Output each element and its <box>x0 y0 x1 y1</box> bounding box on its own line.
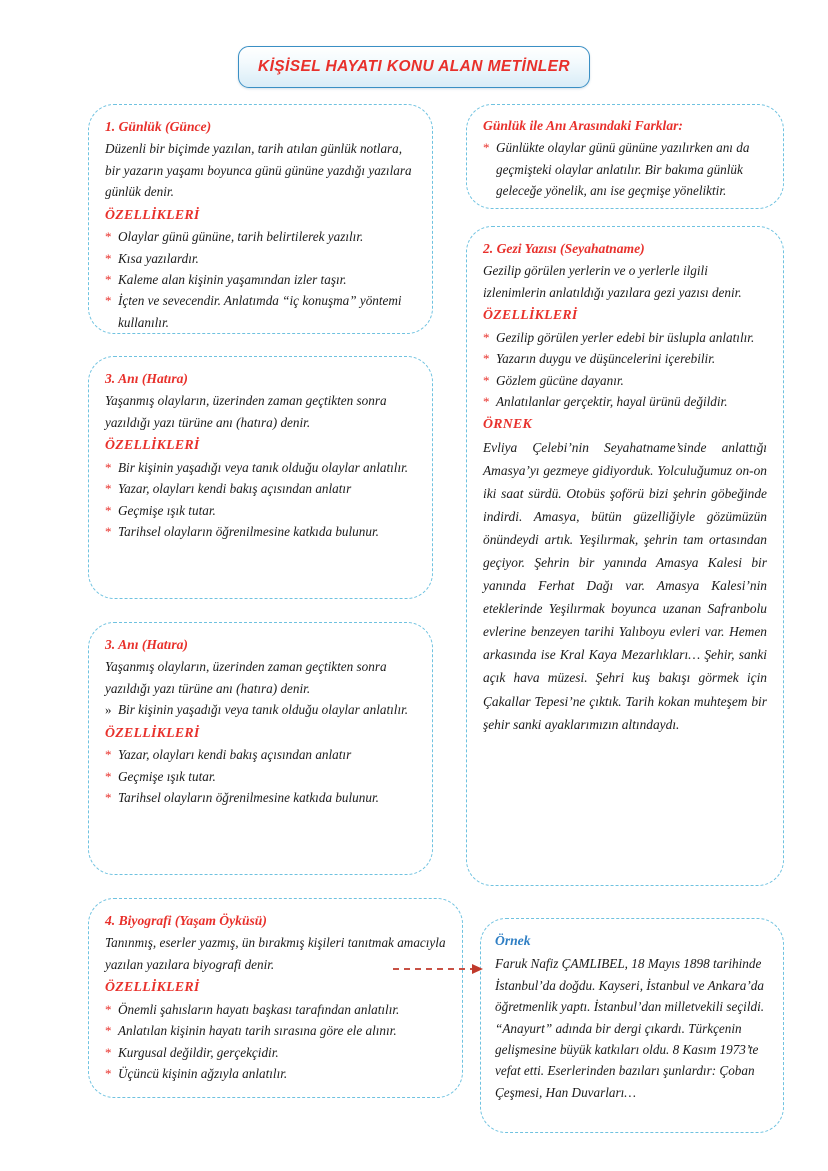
card-gunluk <box>88 104 433 334</box>
bullet-icon: * <box>483 393 490 409</box>
card-farklar-heading: Günlük ile Anı Arasındaki Farklar: <box>483 118 683 133</box>
card-ani-1-features-heading: ÖZELLİKLERİ <box>105 437 200 453</box>
list-item <box>105 1063 446 1084</box>
page-title: KİŞİSEL HAYATI KONU ALAN METİNLER <box>257 58 570 75</box>
list-item-text: İçten ve sevecendir. Anlatımda “iç konuşma” yöntemi kullanılır. <box>118 293 402 330</box>
bullet-icon: * <box>483 329 490 345</box>
card-gunluk-definition: Düzenli bir biçimde yazılan, tarih atılan günlük notlara, bir yazarın yaşamı boyunca günü gününe yazdığı yazılara günlük denir. <box>105 141 412 200</box>
card-ani-2-definition: Yaşanmış olayların, üzerinden zaman geçtikten sonra yazıldığı yazı türüne anı (hatıra) denir. <box>105 659 387 696</box>
card-ani-2 <box>88 622 433 875</box>
list-item <box>105 787 416 808</box>
card-gezi-features-heading: ÖZELLİKLERİ <box>483 307 578 323</box>
page-title-banner-wrapper <box>0 46 828 88</box>
list-item-text: Günlükte olaylar günü gününe yazılırken anı da geçmişteki olaylar anlatılır. Bir bakıma günlük geleceğe yönelik, anı ise geçmişe yöneliktir. <box>496 140 750 199</box>
list-item-text: Anlatılanlar gerçektir, hayal ürünü değildir. <box>496 393 728 409</box>
card-ani-1 <box>88 356 433 599</box>
list-item-text: Tarihsel olayların öğrenilmesine katkıda bulunur. <box>118 789 379 805</box>
list-item-text: Bir kişinin yaşadığı veya tanık olduğu olaylar anlatılır. <box>118 459 409 475</box>
list-item-text: Tarihsel olayların öğrenilmesine katkıda bulunur. <box>118 523 379 539</box>
bullet-icon: * <box>105 502 112 518</box>
list-item-text: Üçüncü kişinin ağzıyla anlatılır. <box>118 1065 288 1081</box>
list-item-text: Geçmişe ışık tutar. <box>118 768 216 784</box>
card-biyografi-heading: 4. Biyografi (Yaşam Öyküsü) <box>105 913 267 928</box>
card-biyografi-features-list <box>105 999 446 1085</box>
card-gezi-yazisi <box>466 226 784 886</box>
list-item-text: Gözlem gücüne dayanır. <box>496 372 624 388</box>
card-gezi-example-text: Evliya Çelebi’nin Seyahatname’sinde anlattığı Amasya’yı gezmeye gidiyorduk. Yolculuğumuz on-on iki saat sürdü. Otobüs şoförü bizi şehrin göbeğinde indirdi. Amasya, bütün güzelliğiyle gözümüzün önündeydi artık. Yeşilırmak, şehrin tam ortasından geçiyor. Şehrin bir yanında Amasya Kalesi bir yanında Ferhat Dağı var. Amasya Kalesi’nin eteklerinde Yeşilırmak boyunca uzanan Safranbolu evlerine benzeyen tarihi Yalıboyu evleri var. Hemen arkasında ise Kral Kaya Mezarlıkları… Şehir, sanki açık hava müzesi. Şehri kuş bakışı görmek için Çakallar Tepesi’ne çıktık. Tarih kokan muhteşem bir şehir sanki ayaklarımızın altındaydı. <box>483 440 767 732</box>
card-ani-2-features-heading: ÖZELLİKLERİ <box>105 724 200 740</box>
card-farklar-list <box>483 137 767 201</box>
bullet-icon: * <box>483 351 490 367</box>
list-item-text: Yazar, olayları kendi bakış açısından anlatır <box>118 481 352 497</box>
card-ani-1-features-list <box>105 457 416 543</box>
bullet-icon: * <box>105 1065 112 1081</box>
list-item <box>105 269 416 290</box>
list-item <box>105 999 446 1020</box>
list-item-text: Geçmişe ışık tutar. <box>118 502 216 518</box>
bullet-icon: * <box>105 1044 112 1060</box>
bullet-icon: * <box>105 789 112 805</box>
list-item <box>105 457 416 478</box>
list-item <box>105 500 416 521</box>
list-item <box>483 391 767 412</box>
list-item <box>483 370 767 391</box>
list-item <box>105 478 416 499</box>
bullet-icon: * <box>483 140 490 156</box>
bullet-icon: » <box>105 702 112 718</box>
card-ani-2-pre-list <box>105 699 416 720</box>
list-item-text: Kurgusal değildir, gerçekçidir. <box>118 1044 279 1060</box>
bullet-icon: * <box>105 459 112 475</box>
list-item-text: Anlatılan kişinin hayatı tarih sırasına göre ele alınır. <box>118 1023 397 1039</box>
list-item-text: Kaleme alan kişinin yaşamından izler taşır. <box>118 271 347 287</box>
bullet-icon: * <box>483 372 490 388</box>
list-item <box>105 699 416 720</box>
card-ani-2-features-list <box>105 744 416 808</box>
list-item <box>105 521 416 542</box>
list-item-text: Bir kişinin yaşadığı veya tanık olduğu olaylar anlatılır. <box>118 702 409 718</box>
list-item <box>483 137 767 201</box>
list-item-text: Kısa yazılardır. <box>118 250 199 266</box>
card-biyografi <box>88 898 463 1098</box>
list-item-text: Olaylar günü gününe, tarih belirtilerek yazılır. <box>118 229 364 245</box>
bullet-icon: * <box>105 747 112 763</box>
list-item <box>105 290 416 333</box>
bullet-icon: * <box>105 229 112 245</box>
bullet-icon: * <box>105 768 112 784</box>
list-item <box>105 744 416 765</box>
card-gunluk-heading: 1. Günlük (Günce) <box>105 119 212 134</box>
card-ornek-biyografi <box>480 918 784 1133</box>
bullet-icon: * <box>105 271 112 287</box>
list-item <box>105 766 416 787</box>
bullet-icon: * <box>105 523 112 539</box>
card-gunluk-ani-farklar <box>466 104 784 209</box>
list-item-text: Önemli şahısların hayatı başkası tarafından anlatılır. <box>118 1001 400 1017</box>
bullet-icon: * <box>105 293 112 309</box>
list-item <box>105 1042 446 1063</box>
list-item <box>483 348 767 369</box>
list-item-text: Yazarın duygu ve düşüncelerini içerebilir. <box>496 351 716 367</box>
card-ani-1-heading: 3. Anı (Hatıra) <box>105 371 188 386</box>
list-item-text: Gezilip görülen yerler edebi bir üslupla anlatılır. <box>496 329 755 345</box>
card-biyografi-features-heading: ÖZELLİKLERİ <box>105 979 200 995</box>
card-gunluk-features-heading: ÖZELLİKLERİ <box>105 206 200 222</box>
list-item <box>483 327 767 348</box>
card-gezi-features-list <box>483 327 767 413</box>
card-ani-1-definition: Yaşanmış olayların, üzerinden zaman geçtikten sonra yazıldığı yazı türüne anı (hatıra) denir. <box>105 393 387 430</box>
connector-arrow-icon <box>393 962 483 976</box>
bullet-icon: * <box>105 481 112 497</box>
card-ornek-heading: Örnek <box>495 933 531 948</box>
page-title-banner <box>238 46 590 88</box>
bullet-icon: * <box>105 1001 112 1017</box>
card-ani-2-heading: 3. Anı (Hatıra) <box>105 637 188 652</box>
card-gezi-definition: Gezilip görülen yerlerin ve o yerlerle ilgili izlenimlerin anlatıldığı yazılara gezi yazısı denir. <box>483 263 742 300</box>
bullet-icon: * <box>105 1023 112 1039</box>
card-ornek-text: Faruk Nafiz ÇAMLIBEL, 18 Mayıs 1898 tarihinde İstanbul’da doğdu. Kayseri, İstanbul ve Ankara’da öğretmenlik yaptı. İstanbul’dan milletvekili seçildi. “Anayurt” adında bir dergi çıkardı. Türkçenin gelişmesine büyük katkıları oldu. 8 Kasım 1973’te vefat etti. Eserlerinden bazıları şunlardır: Çoban Çeşmesi, Han Duvarları… <box>495 956 765 1100</box>
card-gezi-heading: 2. Gezi Yazısı (Seyahatname) <box>483 241 645 256</box>
list-item-text: Yazar, olayları kendi bakış açısından anlatır <box>118 747 352 763</box>
card-biyografi-definition: Tanınmış, eserler yazmış, ün bırakmış kişileri tanıtmak amacıyla yazılan yazılara biyografi denir. <box>105 935 446 972</box>
bullet-icon: * <box>105 250 112 266</box>
list-item <box>105 1020 446 1041</box>
list-item <box>105 248 416 269</box>
card-gunluk-features-list <box>105 226 416 333</box>
list-item <box>105 226 416 247</box>
card-gezi-example-heading: ÖRNEK <box>483 416 533 432</box>
